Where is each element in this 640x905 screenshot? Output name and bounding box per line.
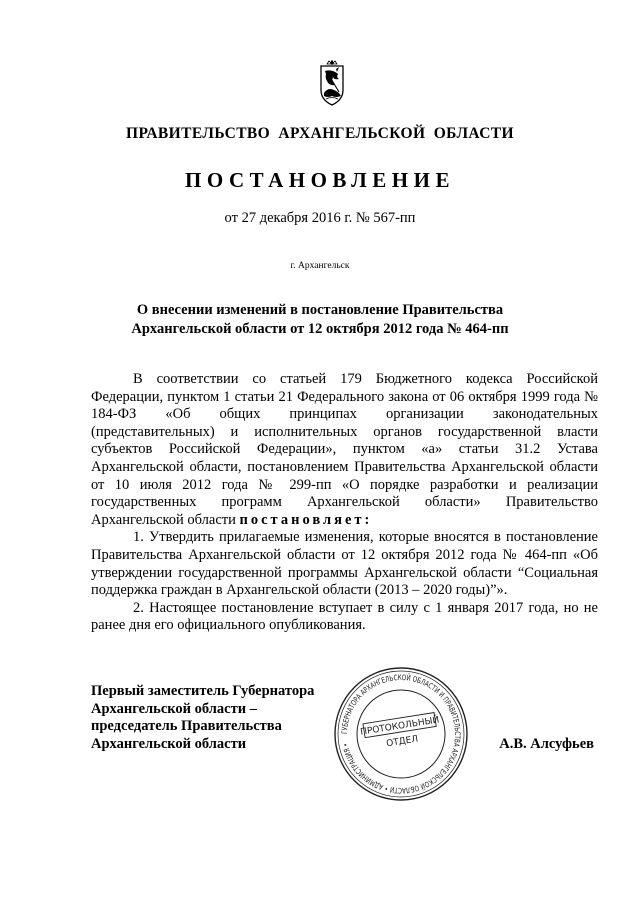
position-line-1: Первый заместитель Губернатора (91, 683, 315, 699)
resolves-word: постановляет: (239, 511, 373, 528)
document-subject (100, 301, 540, 339)
official-stamp (331, 664, 471, 804)
stamp-center-line-1: ПРОТОКОЛЬНЫЙ (359, 715, 440, 738)
position-line-3: председатель Правительства (91, 718, 282, 735)
coat-of-arms-icon (314, 60, 350, 108)
svg-text:ГУБЕРНАТОРА АРХАНГЕЛЬСКОЙ ОБЛА (340, 673, 462, 795)
document-body (91, 371, 598, 635)
document-date-number: от 27 декабря 2016 г. № 567-пп (224, 210, 416, 226)
preamble-text: В соответствии со статьей 179 Бюджетного кодекса Российской Федерации, пунктом 1 статьи 21 Федерального закона от 06 октября 1999 года № 184-ФЗ «Об общих принципах организации законодательных (представительных) и исполнительных органов государственной власти субъектов Российской Федерации», пунктом «а» статьи 31.2 Устава Архангельской области, постановлением Правительства Архангельской области от 10 июля 2012 года № 299-пп «О порядке разработки и реализации государственных программ Архангельской области» Правительство Архангельской области (91, 371, 598, 528)
position-line-2: Архангельской области – (91, 700, 257, 717)
stamp-center-line-2: ОТДЕЛ (385, 734, 419, 750)
subject-line-1: О внесении изменений в постановление Правительства (136, 302, 504, 318)
item-1-paragraph: 1. Утвердить прилагаемые изменения, которые вносятся в постановление Правительства Архангельской области от 12 октября 2012 года № 464-пп «Об утверждении государственной программы Архангельской области “Социальная поддержка граждан в Архангельской области (2013 – 2020 годы)”». (91, 529, 598, 599)
stamp-ring-text: ГУБЕРНАТОРА АРХАНГЕЛЬСКОЙ ОБЛАСТИ И ПРАВИТЕЛЬСТВА АРХАНГЕЛЬСКОЙ ОБЛАСТИ • АДМИНИСТРАЦИЯ • (339, 672, 463, 796)
preamble-paragraph (91, 371, 598, 529)
government-title: ПРАВИТЕЛЬСТВО АРХАНГЕЛЬСКОЙ ОБЛАСТИ (125, 125, 514, 142)
subject-line-2: Архангельской области от 12 октября 2012 года № 464-пп (131, 321, 509, 337)
signatory-position (91, 683, 351, 753)
signatory-name: А.В. Алсуфьев (499, 736, 594, 752)
position-line-4: Архангельской области (91, 735, 247, 752)
document-type-heading: ПОСТАНОВЛЕНИЕ (185, 168, 455, 192)
item-2-paragraph: 2. Настоящее постановление вступает в силу с 1 января 2017 года, но не ранее дня его официального опубликования. (91, 599, 598, 634)
document-city: г. Архангельск (290, 261, 350, 271)
